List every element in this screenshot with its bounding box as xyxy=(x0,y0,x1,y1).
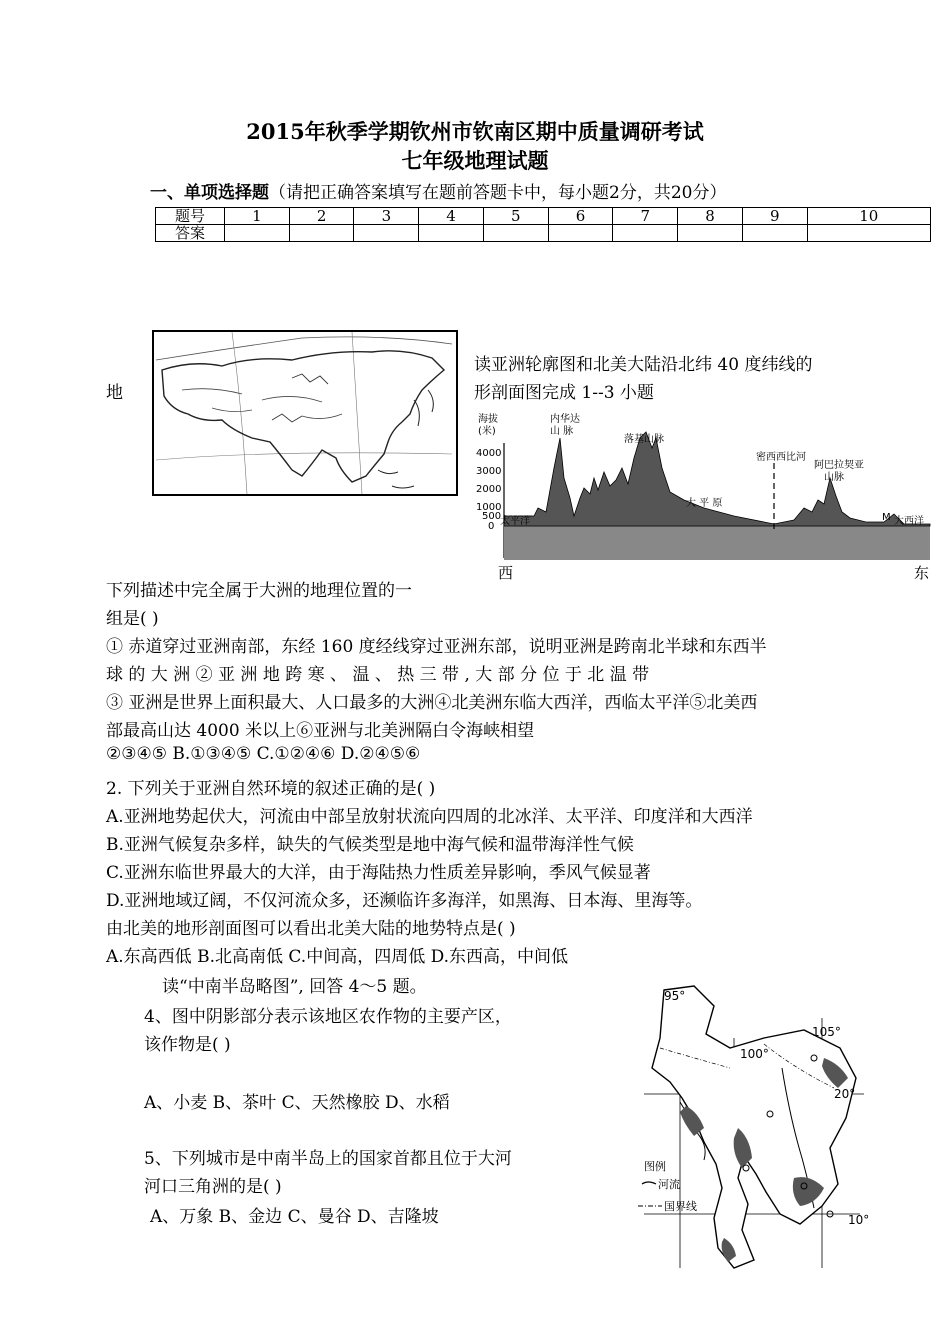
question-number-cell: 7 xyxy=(613,208,678,225)
label-atlantic: 大西洋 xyxy=(894,516,924,527)
q1-stem-line2: 组是( ) xyxy=(106,609,159,629)
y-tick-label: 500 xyxy=(482,511,502,522)
question-number-cell: 3 xyxy=(354,208,419,225)
map-lon-95: 95° xyxy=(664,989,686,1003)
map-lon-100: 100° xyxy=(740,1047,769,1061)
river-legend-icon xyxy=(642,1182,656,1184)
section-note: （请把正确答案填写在题前答题卡中，每小题2分，共20分） xyxy=(269,183,727,203)
y-tick-label: 3000 xyxy=(476,466,502,477)
answer-cell[interactable] xyxy=(613,225,678,242)
map-lat-10: 10° xyxy=(848,1213,870,1227)
label-pacific: 太平洋 xyxy=(500,516,530,527)
answer-cell[interactable] xyxy=(742,225,807,242)
label-appalachian-2: 山脉 xyxy=(824,472,844,483)
question-number-cell: 8 xyxy=(678,208,743,225)
y-axis-unit: (米) xyxy=(478,426,496,437)
label-rockies: 落基山脉 xyxy=(624,434,664,445)
exam-subtitle: 七年级地理试题 xyxy=(401,148,549,173)
asia-outline-map xyxy=(152,330,458,496)
label-west: 西 xyxy=(498,564,514,582)
q1-stem-line1: 下列描述中完全属于大洲的地理位置的一 xyxy=(106,581,412,601)
q3-stem: 由北美的地形剖面图可以看出北美大陆的地势特点是( ) xyxy=(106,919,516,939)
y-tick-label: 1000 xyxy=(476,502,502,513)
north-america-profile-chart xyxy=(474,408,934,584)
q2-stem: 2. 下列关于亚洲自然环境的叙述正确的是( ) xyxy=(106,779,436,799)
question-number-cell: 2 xyxy=(289,208,354,225)
row-label-number: 题号 xyxy=(156,208,225,225)
label-mississippi: 密西西比河 xyxy=(756,452,806,463)
intro-line-2: 形剖面图完成 1--3 小题 xyxy=(474,383,654,403)
indochina-peninsula-map xyxy=(634,978,890,1270)
answer-cell[interactable] xyxy=(289,225,354,242)
label-east: 东 xyxy=(914,564,930,582)
map-lat-20: 20° xyxy=(834,1087,856,1101)
q5-choices: A、万象 B、金边 C、曼谷 D、吉隆坡 xyxy=(150,1207,439,1227)
q2-option-d: D.亚洲地域辽阔，不仅河流众多，还濒临许多海洋，如黑海、日本海、里海等。 xyxy=(106,891,703,911)
q4-choices: A、小麦 B、茶叶 C、天然橡胶 D、水稻 xyxy=(144,1093,450,1113)
q1-option-line4: 部最高山达 4000 米以上⑥亚洲与北美洲隔白令海峡相望 xyxy=(106,721,535,741)
row-label-answer: 答案 xyxy=(156,225,225,242)
answer-cell[interactable] xyxy=(678,225,743,242)
y-axis-title: 海拔 xyxy=(478,414,498,425)
y-tick-label: 2000 xyxy=(476,484,502,495)
legend-border: 国界线 xyxy=(664,1200,697,1213)
question-number-cell: 9 xyxy=(742,208,807,225)
section-title: 一、单项选择题 xyxy=(150,183,269,203)
answer-cell[interactable] xyxy=(225,225,290,242)
q1-choices: ②③④⑤ B.①③④⑤ C.①②④⑥ D.②④⑤⑥ xyxy=(106,744,421,764)
table-row-answers xyxy=(156,225,931,242)
q3-choices: A.东高西低 B.北高南低 C.中间高，四周低 D.东西高，中间低 xyxy=(106,947,569,967)
label-coast-range: 内华达 xyxy=(550,414,580,425)
legend-title: 图例 xyxy=(644,1160,666,1173)
answer-cell[interactable] xyxy=(419,225,484,242)
question-number-cell: 6 xyxy=(548,208,613,225)
exam-title: 2015年秋季学期钦州市钦南区期中质量调研考试 xyxy=(246,119,704,144)
section-heading xyxy=(150,178,726,203)
table-row-numbers xyxy=(156,208,931,225)
answer-cell[interactable] xyxy=(483,225,548,242)
label-m: M xyxy=(882,512,891,523)
q1-option-line3: ③ 亚洲是世界上面积最大、人口最多的大洲④北美洲东临大西洋，西临太平洋⑤北美西 xyxy=(106,693,758,713)
answer-cell[interactable] xyxy=(354,225,419,242)
q2-option-a: A.亚洲地势起伏大，河流由中部呈放射状流向四周的北冰洋、太平洋、印度洋和大西洋 xyxy=(106,807,753,827)
intro-fragment: 地 xyxy=(106,383,123,403)
q4-stem-line2: 该作物是( ) xyxy=(144,1035,231,1055)
label-appalachian: 阿巴拉契亚 xyxy=(814,460,864,471)
q45-intro: 读“中南半岛略图”, 回答 4～5 题。 xyxy=(162,977,427,997)
intro-line-1: 读亚洲轮廓图和北美大陆沿北纬 40 度纬线的 xyxy=(474,355,813,375)
q1-option-line1: ① 赤道穿过亚洲南部，东经 160 度经线穿过亚洲东部，说明亚洲是跨南北半球和东西半 xyxy=(106,637,767,657)
answer-cell[interactable] xyxy=(548,225,613,242)
q2-option-c: C.亚洲东临世界最大的大洋，由于海陆热力性质差异影响，季风气候显著 xyxy=(106,863,651,883)
question-number-cell: 10 xyxy=(807,208,930,225)
q4-stem-line1: 4、图中阴影部分表示该地区农作物的主要产区， xyxy=(144,1007,512,1027)
y-tick-label: 4000 xyxy=(476,448,502,459)
label-great-plains: 大 平 原 xyxy=(686,498,723,509)
answer-cell[interactable] xyxy=(807,225,930,242)
question-number-cell: 5 xyxy=(483,208,548,225)
q5-stem-line1: 5、下列城市是中南半岛上的国家首都且位于大河 xyxy=(144,1149,512,1169)
y-tick-label: 0 xyxy=(488,521,495,532)
label-coast-range-2: 山 脉 xyxy=(550,426,574,437)
q2-option-b: B.亚洲气候复杂多样，缺失的气候类型是地中海气候和温带海洋性气候 xyxy=(106,835,634,855)
question-number-cell: 4 xyxy=(419,208,484,225)
question-number-cell: 1 xyxy=(225,208,290,225)
answer-card-table xyxy=(155,207,931,242)
legend-river: 河流 xyxy=(658,1178,680,1191)
q1-option-line2: 球 的 大 洲 ② 亚 洲 地 跨 寒 、 温 、 热 三 带 , 大 部 分 位 于 北 温 带 xyxy=(106,665,650,685)
map-lon-105: 105° xyxy=(812,1025,841,1039)
q5-stem-line2: 河口三角洲的是( ) xyxy=(144,1177,282,1197)
